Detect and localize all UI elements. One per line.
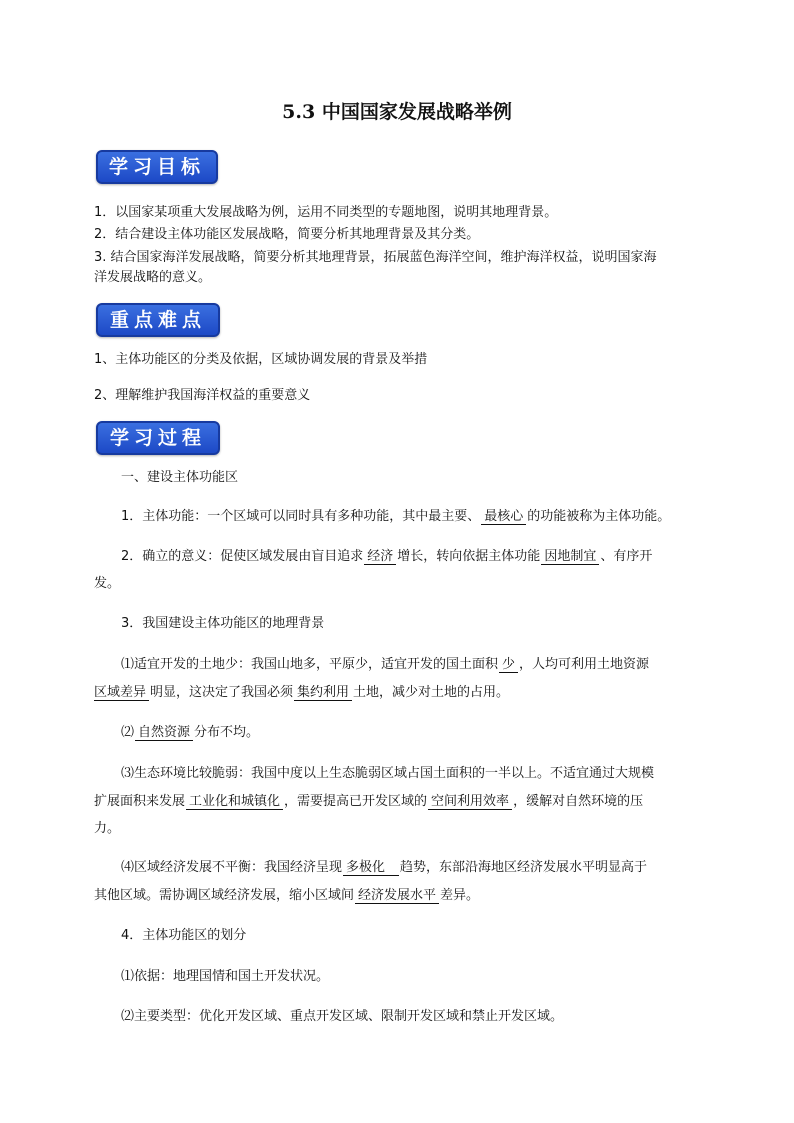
blank-answer: 少: [499, 657, 518, 673]
paragraph-resources: ⑵ 自然资源 分布不均。: [121, 725, 260, 740]
keypoint-2: 2、理解维护我国海洋权益的重要意义: [94, 388, 311, 403]
division-types: ⑵主要类型：优化开发区域、重点开发区域、限制开发区域和禁止开发区域。: [121, 1009, 564, 1024]
paragraph-ecology-cont: 扩展面积来发展 工业化和城镇化 ，需要提高已开发区域的 空间利用效率 ，缓解对自然环境的压: [94, 794, 644, 809]
section-heading: 一、建设主体功能区: [121, 470, 239, 485]
paragraph-ecology: ⑶生态环境比较脆弱：我国中度以上生态脆弱区域占国土面积的一半以上。不适宜通过大规模: [121, 766, 655, 781]
paragraph-economy-cont: 其他区域。需协调区域经济发展，缩小区域间 经济发展水平 差异。: [94, 888, 480, 903]
keypoint-1: 1、主体功能区的分类及依据，区域协调发展的背景及举措: [94, 352, 428, 367]
paragraph-economy: ⑷区域经济发展不平衡：我国经济呈现 多极化 趋势，东部沿海地区经济发展水平明显高于: [121, 860, 648, 875]
paragraph-land: ⑴适宜开发的土地少：我国山地多，平原少，适宜开发的国土面积 少 ，人均可利用土地资源: [121, 657, 650, 672]
blank-answer: 自然资源: [135, 725, 193, 741]
background-heading: 3．我国建设主体功能区的地理背景: [121, 616, 325, 631]
division-heading: 4．主体功能区的划分: [121, 928, 247, 943]
paragraph-main-function: 1．主体功能：一个区域可以同时具有多种功能，其中最主要、 最核心 的功能被称为主体功能。: [121, 509, 671, 524]
blank-answer: 集约利用: [294, 685, 352, 701]
objective-2: 2．结合建设主体功能区发展战略，简要分析其地理背景及其分类。: [94, 227, 480, 242]
blank-answer: 多极化: [343, 860, 399, 876]
objective-3-cont: 洋发展战略的意义。: [94, 270, 212, 285]
objective-1: 1．以国家某项重大发展战略为例，运用不同类型的专题地图，说明其地理背景。: [94, 205, 558, 220]
paragraph-ecology-end: 力。: [94, 821, 121, 836]
objectives-badge: 学习目标: [96, 150, 218, 184]
page-title: 5.3 中国国家发展战略举例: [282, 101, 512, 123]
blank-answer: 工业化和城镇化: [186, 794, 283, 810]
keypoints-badge: 重点难点: [96, 303, 220, 337]
blank-answer: 最核心: [481, 509, 526, 525]
objective-3: 3. 结合国家海洋发展战略，简要分析其地理背景，拓展蓝色海洋空间，维护海洋权益，说明国家海: [94, 250, 657, 265]
paragraph-significance: 2．确立的意义：促使区域发展由盲目追求 经济 增长，转向依据主体功能 因地制宜 、有序开: [121, 549, 653, 564]
division-basis: ⑴依据：地理国情和国土开发状况。: [121, 969, 330, 984]
blank-answer: 空间利用效率: [428, 794, 512, 810]
blank-answer: 经济发展水平: [355, 888, 439, 904]
process-badge: 学习过程: [96, 421, 220, 455]
blank-answer: 因地制宜: [541, 549, 599, 565]
paragraph-significance-cont: 发。: [94, 576, 121, 591]
blank-answer: 区域差异: [94, 685, 149, 701]
paragraph-land-cont: 区域差异 明显，这决定了我国必须 集约利用 土地，减少对土地的占用。: [94, 685, 510, 700]
blank-answer: 经济: [364, 549, 396, 565]
